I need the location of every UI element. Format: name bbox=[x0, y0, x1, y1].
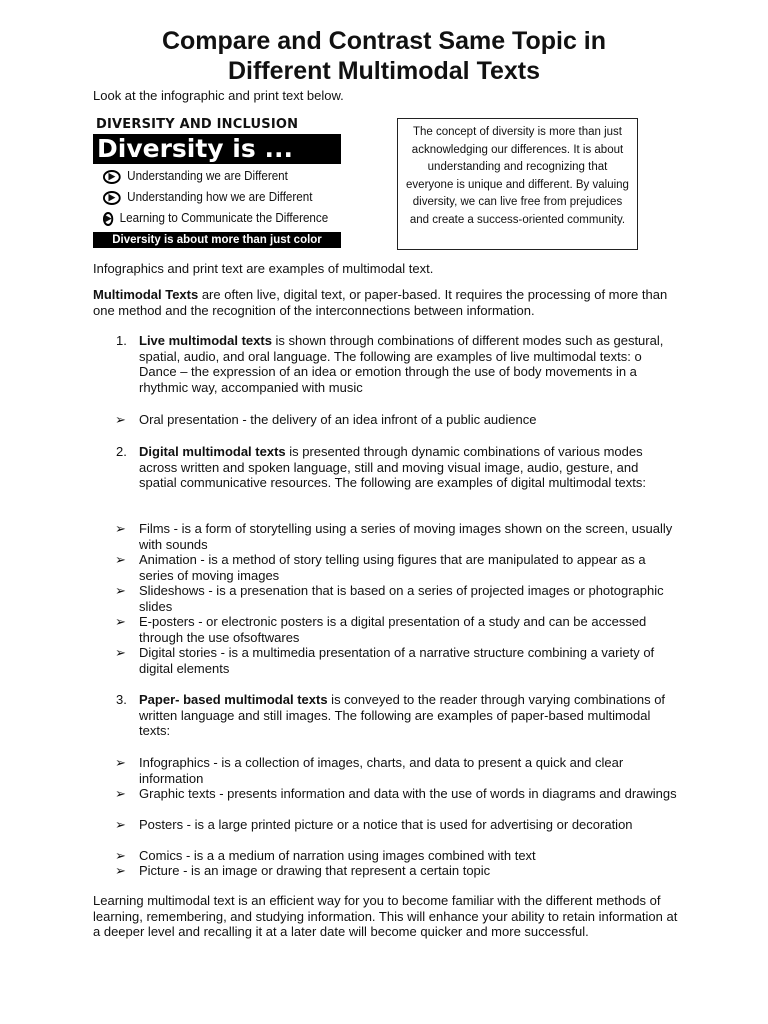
section-number: 2. bbox=[116, 444, 127, 459]
bullet-icon: ➢ bbox=[115, 786, 126, 801]
list-item: Comics - is a a medium of narration using images combined with text bbox=[139, 848, 536, 863]
bullet-icon: ➢ bbox=[115, 583, 126, 598]
section-number: 1. bbox=[116, 333, 127, 348]
circled-arrow-icon: ▶ bbox=[103, 191, 121, 205]
infographic-item-label: Understanding we are Different bbox=[127, 169, 288, 183]
bullet-icon: ➢ bbox=[115, 614, 126, 629]
infographic-list bbox=[103, 166, 341, 229]
list-item: Oral presentation - the delivery of an idea infront of a public audience bbox=[139, 412, 537, 427]
infographic-item bbox=[103, 208, 329, 229]
bullet-icon: ➢ bbox=[115, 755, 126, 770]
list-item: Animation - is a method of story telling using figures that are manipulated to appear as a series of moving images bbox=[139, 552, 646, 583]
section-heading: Live multimodal texts bbox=[139, 333, 272, 348]
title-line-2: Different Multimodal Texts bbox=[227, 57, 541, 85]
intro-text: Look at the infographic and print text below. bbox=[93, 88, 344, 103]
list-item: Infographics - is a collection of images, charts, and data to present a quick and clear information bbox=[139, 755, 624, 786]
bullet-icon: ➢ bbox=[115, 412, 126, 427]
section-digital-text bbox=[139, 444, 679, 491]
section-heading: Paper- based multimodal texts bbox=[139, 692, 328, 707]
section-body: is conveyed to the reader through varying combinations of written language and still images. The following are examples of paper-based multimodal texts: bbox=[139, 692, 666, 738]
paragraph-infographics: Infographics and print text are examples of multimodal text. bbox=[93, 261, 434, 276]
infographic-banner: Diversity is ... bbox=[93, 134, 341, 164]
circled-arrow-icon: ▶ bbox=[103, 212, 113, 226]
term-multimodal-texts: Multimodal Texts bbox=[93, 287, 199, 302]
list-item: Digital stories - is a multimedia presentation of a narrative structure combining a variety of digital elements bbox=[139, 645, 655, 676]
infographic-item bbox=[103, 187, 324, 208]
infographic-footer: Diversity is about more than just color bbox=[93, 232, 341, 248]
print-text-box: The concept of diversity is more than just acknowledging our differences. It is about understanding and recognizing that everyone is unique and different. By valuing diversity, we can live free from prejudices and create a success-oriented community. bbox=[397, 118, 638, 250]
section-body: is shown through combinations of different modes such as gestural, spatial, audio, and oral language. The following are examples of live multimodal texts: o Dance – the expression of an idea or emotion through the use of body movements in a rhythmic way, accompanied with music bbox=[139, 333, 664, 395]
bullet-icon: ➢ bbox=[115, 521, 126, 536]
section-heading: Digital multimodal texts bbox=[139, 444, 286, 459]
list-item: Films - is a form of storytelling using a series of moving images shown on the screen, usually with sounds bbox=[139, 521, 673, 552]
section-live-text bbox=[139, 333, 679, 395]
closing-paragraph: Learning multimodal text is an efficient way for you to become familiar with the different methods of learning, remembering, and studying information. This will enhance your ability to retain information at a deeper level and recalling it at a later date will become quicker and more successful. bbox=[93, 893, 678, 939]
bullet-icon: ➢ bbox=[115, 863, 126, 878]
page-title bbox=[60, 26, 708, 86]
list-item: Picture - is an image or drawing that represent a certain topic bbox=[139, 863, 491, 878]
paragraph-multimodal-definition bbox=[93, 287, 683, 318]
bullet-icon: ➢ bbox=[115, 645, 126, 660]
list-item: E-posters - or electronic posters is a digital presentation of a study and can be accessed through the use ofsoftwares bbox=[139, 614, 647, 645]
infographic-item bbox=[103, 166, 324, 187]
bullet-icon: ➢ bbox=[115, 817, 126, 832]
title-line-1: Compare and Contrast Same Topic in bbox=[161, 27, 607, 55]
bullet-icon: ➢ bbox=[115, 552, 126, 567]
section-paper-text bbox=[139, 692, 679, 739]
circled-arrow-icon: ▶ bbox=[103, 170, 121, 184]
section-body: is presented through dynamic combinations of various modes across written and spoken language, still and moving visual image, audio, gesture, and spatial communicative resources. The following are examples of digital multimodal texts: bbox=[139, 444, 646, 490]
list-item: Graphic texts - presents information and data with the use of words in diagrams and drawings bbox=[139, 786, 677, 801]
infographic-header: DIVERSITY AND INCLUSION bbox=[96, 117, 299, 132]
infographic-item-label: Understanding how we are Different bbox=[127, 190, 313, 204]
list-item: Posters - is a large printed picture or a notice that is used for advertising or decoration bbox=[139, 817, 633, 832]
section-number: 3. bbox=[116, 692, 127, 707]
bullet-icon: ➢ bbox=[115, 848, 126, 863]
infographic-item-label: Learning to Communicate the Difference bbox=[119, 211, 329, 225]
diversity-infographic bbox=[93, 116, 341, 252]
definition-text: are often live, digital text, or paper-based. It requires the processing of more than one method and the recognition of the interconnections between information. bbox=[93, 287, 668, 318]
list-item: Slideshows - is a presenation that is based on a series of projected images or photographic slides bbox=[139, 583, 664, 614]
